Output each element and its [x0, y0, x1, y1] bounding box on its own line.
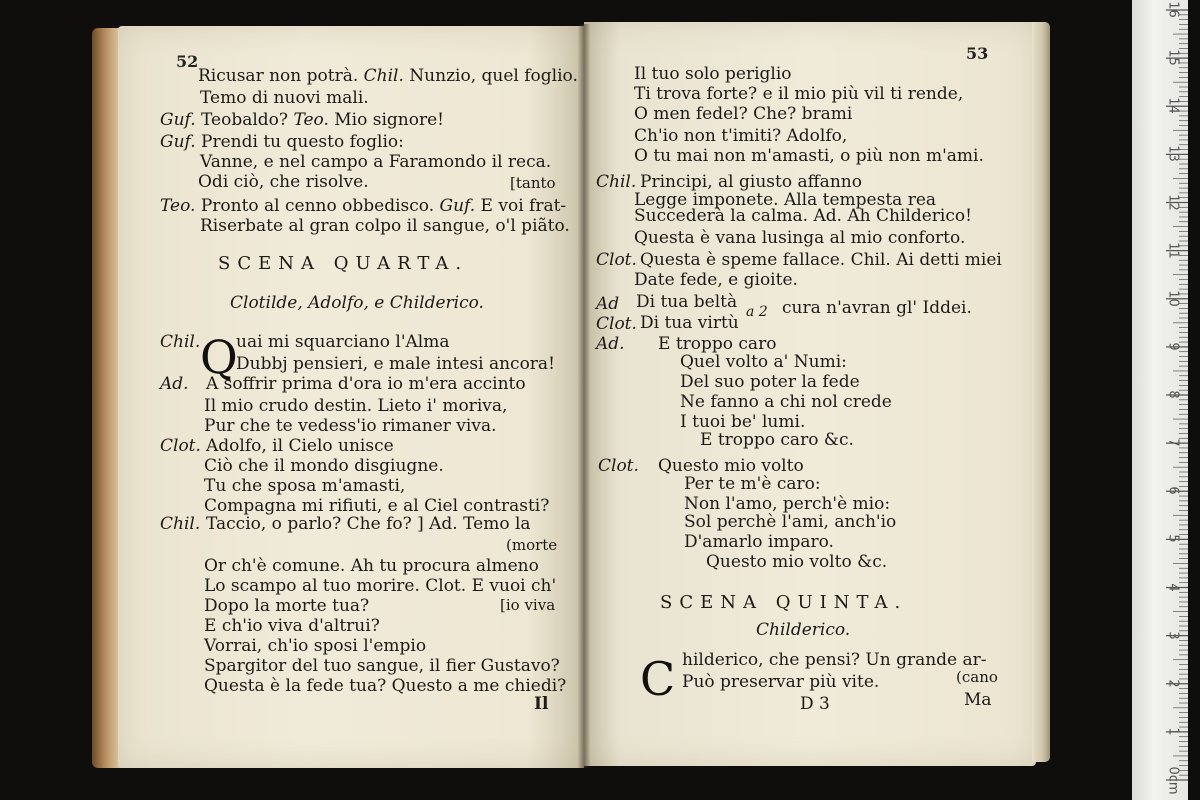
dialogue-line-speaker: Chil. [160, 332, 201, 352]
right-line: Ch'io non t'imiti? Adolfo, [634, 126, 848, 146]
duet-shared-line: cura n'avran gl' Iddei. [782, 298, 972, 318]
ruler-label: 14 [1165, 97, 1181, 115]
line-text: Nunzio, quel foglio. [403, 66, 578, 86]
aria-line: Non l'amo, perch'è mio: [684, 494, 891, 514]
ruler-label: 9 [1165, 342, 1181, 351]
right-page-number: 53 [966, 44, 989, 63]
speaker-tag: Chil. [363, 66, 404, 86]
speaker-tag: Teo. [293, 110, 329, 130]
line-text: Prendi tu questo foglio: [195, 132, 404, 152]
speaker-tag: Teo. [160, 196, 196, 216]
speaker-tag: Guf. [160, 110, 196, 130]
dropcap-c: C [640, 652, 676, 706]
dropcap-q: Q [200, 330, 238, 384]
signature-mark: D 3 [800, 694, 830, 714]
left-line [198, 172, 369, 192]
right-catchword: Ma [964, 690, 992, 710]
right-line: Ti trova forte? e il mio più vil ti rende, [634, 84, 964, 104]
left-line [200, 152, 551, 172]
dialogue-line-speaker: Clot. [160, 436, 201, 456]
dialogue-line: Tu che sposa m'amasti, [204, 476, 406, 496]
ruler-label: 15 [1165, 49, 1181, 66]
aria-line: I tuoi be' lumi. [680, 412, 806, 432]
line-text: Riserbate al gran colpo il sangue, o'l piãto. [200, 216, 570, 236]
aria-line: Ne fanno a chi nol crede [680, 392, 892, 412]
right-line: Questa è vana lusinga al mio conforto. [634, 228, 966, 248]
line-text: Mio signore! [328, 110, 444, 130]
line-text: Odi ciò, che risolve. [198, 172, 369, 192]
right-line: Date fede, e gioite. [634, 270, 798, 290]
left-line [160, 132, 404, 152]
ruler-label: 10 [1165, 289, 1181, 307]
speaker-tag: Guf. [439, 196, 476, 216]
dialogue-line: Il mio crudo destin. Lieto i' moriva, [204, 396, 508, 416]
dialogue-line: Or ch'è comune. Ah tu procura almeno [204, 556, 539, 576]
dialogue-line: Dubbj pensieri, e male intesi ancora! [236, 354, 555, 374]
aria-line: E troppo caro [658, 334, 777, 354]
left-line [200, 216, 570, 236]
right-line-speaker: Clot. [596, 250, 637, 270]
speaker-clot-duet: Clot. [596, 314, 637, 334]
aria-line: E troppo caro &c. [700, 430, 854, 450]
scene-heading-quinta: SCENA QUINTA. [660, 592, 908, 613]
left-page-number: 52 [176, 52, 199, 71]
ruler-label: 6 [1165, 486, 1181, 495]
dialogue-line: Compagna mi rifiuti, e al Ciel contrasti? [204, 496, 550, 516]
aria-line: Quel volto a' Numi: [680, 352, 847, 372]
line-text: E voi frat- [475, 196, 567, 216]
aria-line: D'amarlo imparo. [684, 532, 834, 552]
left-line [160, 196, 566, 216]
bracket-note-io-viva: [io viva [500, 596, 556, 614]
dialogue-line: Dopo la morte tua? [204, 596, 370, 616]
bracket-note-cano: (cano [956, 668, 998, 686]
dialogue-line-speaker: Chil. [160, 514, 201, 534]
dialogue-line: Taccio, o parlo? Che fo? ] Ad. Temo la [206, 514, 531, 534]
dialogue-line: A soffrir prima d'ora io m'era accinto [206, 374, 526, 394]
line-text: Vanne, e nel campo a Faramondo il reca. [200, 152, 552, 172]
aria-line: Per te m'è caro: [684, 474, 821, 494]
ruler-label: 5 [1165, 534, 1181, 544]
ruler-label: 7 [1165, 438, 1181, 447]
characters-list: Clotilde, Adolfo, e Childerico. [230, 293, 484, 313]
ruler-label: 13 [1165, 145, 1181, 163]
line-text: Teobaldo? [195, 110, 294, 130]
dialogue-line: Pur che te vedess'io rimaner viva. [204, 416, 497, 436]
left-line [160, 110, 444, 130]
scene-heading-quarta: SCENA QUARTA. [218, 253, 469, 274]
ruler-label: 4 [1165, 582, 1181, 592]
left-line [198, 66, 578, 86]
bracket-note-morte: (morte [506, 536, 558, 554]
dialogue-line: Ciò che il mondo disgiugne. [204, 456, 444, 476]
speaker-tag: Guf. [160, 132, 196, 152]
left-line [200, 88, 369, 108]
dialogue-line: Lo scampo al tuo morire. Clot. E vuoi ch' [204, 576, 557, 596]
ruler-label: 12 [1165, 193, 1181, 211]
right-line: Succederà la calma. Ad. Ah Childerico! [634, 206, 972, 226]
ruler-label: 16 [1165, 1, 1181, 18]
duet-clot-line: Di tua virtù [640, 313, 739, 333]
dialogue-line: uai mi squarciano l'Alma [236, 332, 450, 352]
duet-ad-line: Di tua beltà [636, 292, 738, 312]
aria-line-speaker: Ad. [596, 334, 625, 354]
dialogue-line: Spargitor del tuo sangue, il fier Gustavo? [204, 656, 560, 676]
aria-line: Sol perchè l'ami, anch'io [684, 512, 897, 532]
line-text: Ricusar non potrà. [198, 66, 364, 86]
dialogue-line-speaker: Ad. [160, 374, 189, 394]
book-edge-right [1032, 22, 1050, 762]
aria-line: Questo mio volto [658, 456, 804, 476]
aria-line: Questo mio volto &c. [706, 552, 888, 572]
right-line: Il tuo solo periglio [634, 64, 792, 84]
right-line: Principi, al giusto affanno [640, 172, 862, 192]
ruler-label: 0cm [1165, 766, 1181, 795]
dialogue-line: Vorrai, ch'io sposi l'empio [204, 636, 427, 656]
ruler-label: 1 [1165, 727, 1181, 736]
ruler-label: 11 [1165, 241, 1181, 259]
dialogue-line: E ch'io viva d'altrui? [204, 616, 380, 636]
right-line: O tu mai non m'amasti, o più non m'ami. [634, 146, 984, 166]
closing-line-1: hilderico, che pensi? Un grande ar- [682, 650, 987, 670]
aria-line: Del suo poter la fede [680, 372, 860, 392]
right-line-speaker: Chil. [596, 172, 637, 192]
ruler-label: 8 [1165, 390, 1181, 399]
character-childerico: Childerico. [756, 620, 851, 640]
duet-a2-mark: a 2 [746, 304, 768, 320]
closing-line-2: Può preservar più vite. [682, 672, 880, 692]
book-gutter [578, 24, 590, 768]
bracket-note-tanto: [tanto [510, 174, 556, 192]
aria-line-speaker: Clot. [598, 456, 639, 476]
ruler-label: 3 [1165, 630, 1181, 640]
line-text: Pronto al cenno obbedisco. [195, 196, 440, 216]
line-text: Temo di nuovi mali. [200, 88, 369, 108]
ruler-label: 2 [1165, 679, 1181, 688]
right-line: Legge imponete. Alla tempesta rea [634, 190, 937, 210]
speaker-ad-duet: Ad [596, 294, 620, 314]
right-line: Questa è speme fallace. Chil. Ai detti miei [640, 250, 1002, 270]
dialogue-line: Questa è la fede tua? Questo a me chiedi? [204, 676, 567, 696]
right-line: O men fedel? Che? brami [634, 104, 853, 124]
dialogue-line: Adolfo, il Cielo unisce [206, 436, 394, 456]
left-catchword: Il [534, 694, 549, 714]
